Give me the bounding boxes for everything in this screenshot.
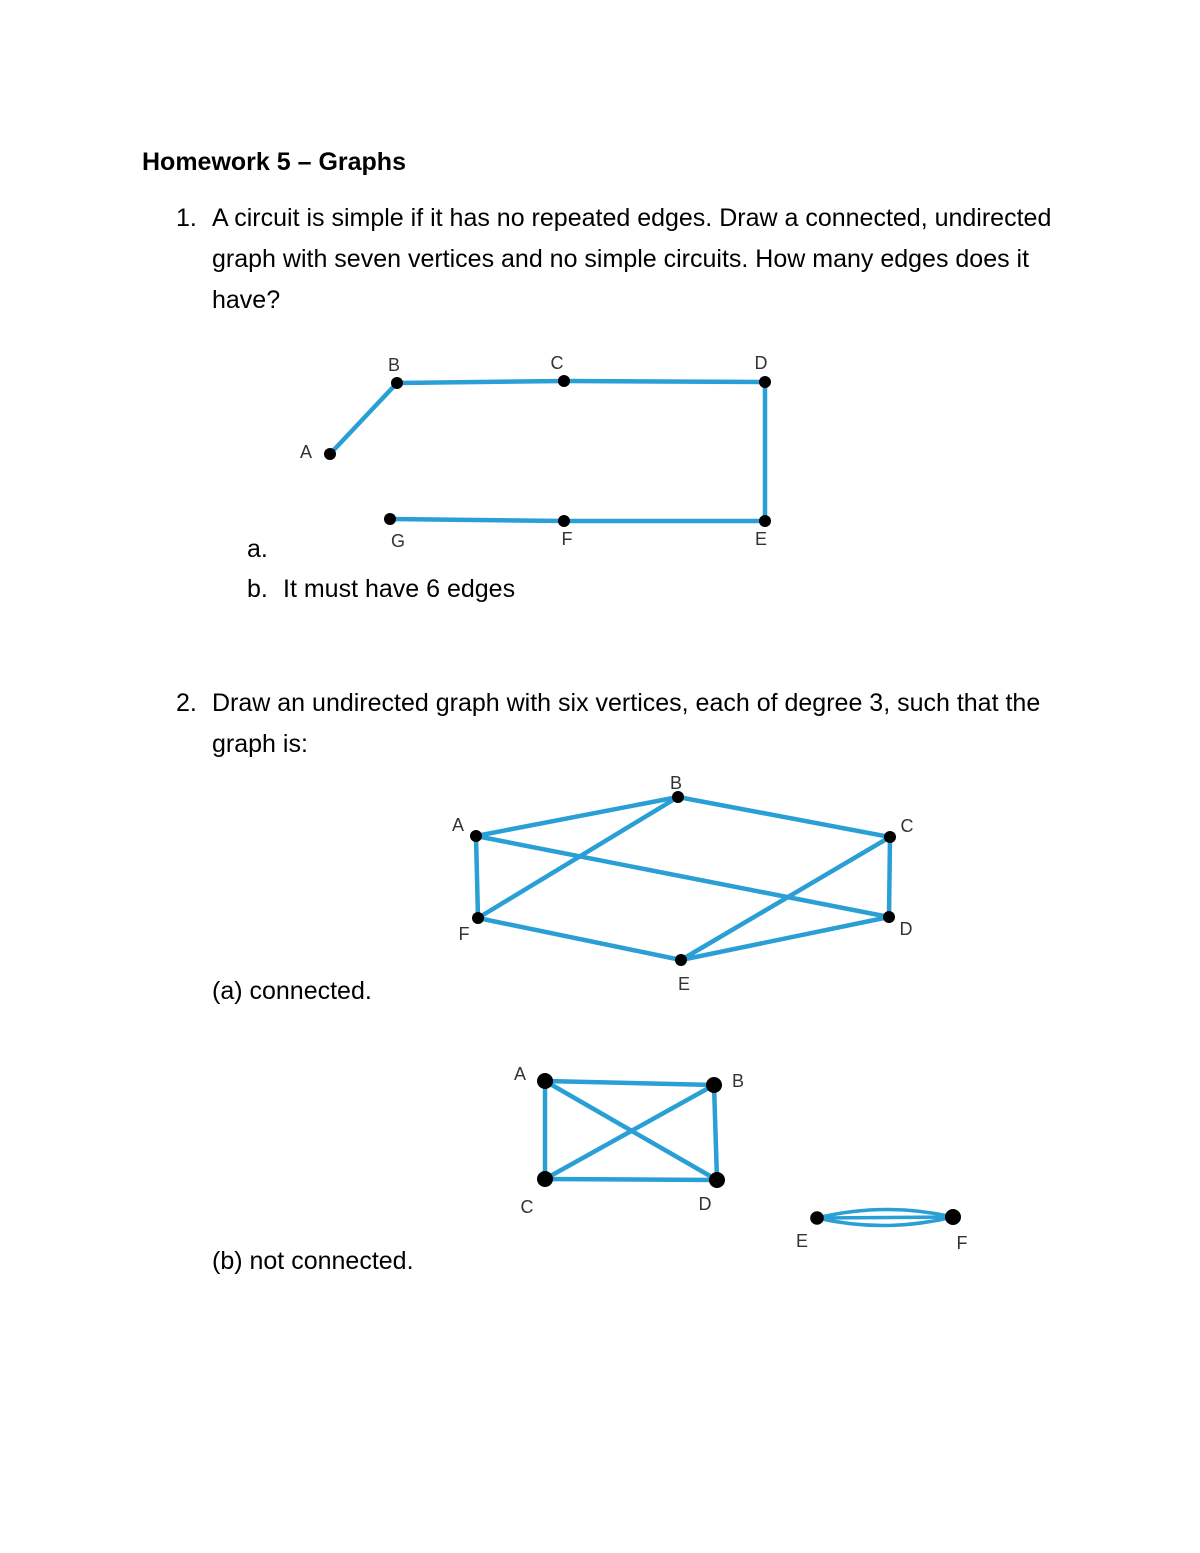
vertex-label-g: G <box>390 531 406 551</box>
vertex-d <box>709 1172 725 1188</box>
vertex-label-d: D <box>754 353 768 373</box>
vertex-label-f: F <box>561 529 573 549</box>
vertex-label-c: C <box>520 1197 534 1217</box>
vertex-label-c: C <box>900 816 914 836</box>
question-1-number: 1. <box>176 204 197 232</box>
vertex-label-e: E <box>677 974 691 994</box>
edge-c-d <box>545 1179 717 1180</box>
vertex-label-e: E <box>754 529 768 549</box>
question-1-text: A circuit is simple if it has no repeated edges. Draw a connected, undirected graph with seven vertices and no simple circuits. How many edges does it have? <box>212 204 1052 314</box>
vertex-e <box>810 1211 824 1225</box>
vertex-f <box>945 1209 961 1225</box>
page-title: Homework 5 – Graphs <box>142 148 406 176</box>
edge-a-b <box>545 1081 714 1085</box>
vertex-a <box>537 1073 553 1089</box>
question-2-text: Draw an undirected graph with six vertices, each of degree 3, such that the graph is: <box>212 689 1041 758</box>
vertex-label-b: B <box>669 773 683 793</box>
question-1b-answer: It must have 6 edges <box>283 575 516 603</box>
question-1b-letter: b. <box>247 575 268 603</box>
vertex-label-a: A <box>299 442 313 462</box>
vertex-label-f: F <box>956 1233 968 1253</box>
edge-e-f <box>817 1217 953 1218</box>
vertex-label-a: A <box>513 1064 527 1084</box>
vertex-b <box>706 1077 722 1093</box>
edge-b-d <box>714 1085 717 1180</box>
vertex-label-f: F <box>458 924 470 944</box>
question-2b-label: (b) not connected. <box>212 1247 414 1275</box>
question-2a-label: (a) connected. <box>212 977 372 1005</box>
vertex-label-c: C <box>550 353 564 373</box>
vertex-label-d: D <box>899 919 913 939</box>
vertex-c <box>537 1171 553 1187</box>
vertex-label-e: E <box>795 1231 809 1251</box>
question-1a-letter: a. <box>247 535 268 563</box>
vertex-label-b: B <box>731 1071 745 1091</box>
question-2-number: 2. <box>176 689 197 717</box>
vertex-label-a: A <box>451 815 465 835</box>
vertex-label-d: D <box>698 1194 712 1214</box>
vertex-label-b: B <box>387 355 401 375</box>
